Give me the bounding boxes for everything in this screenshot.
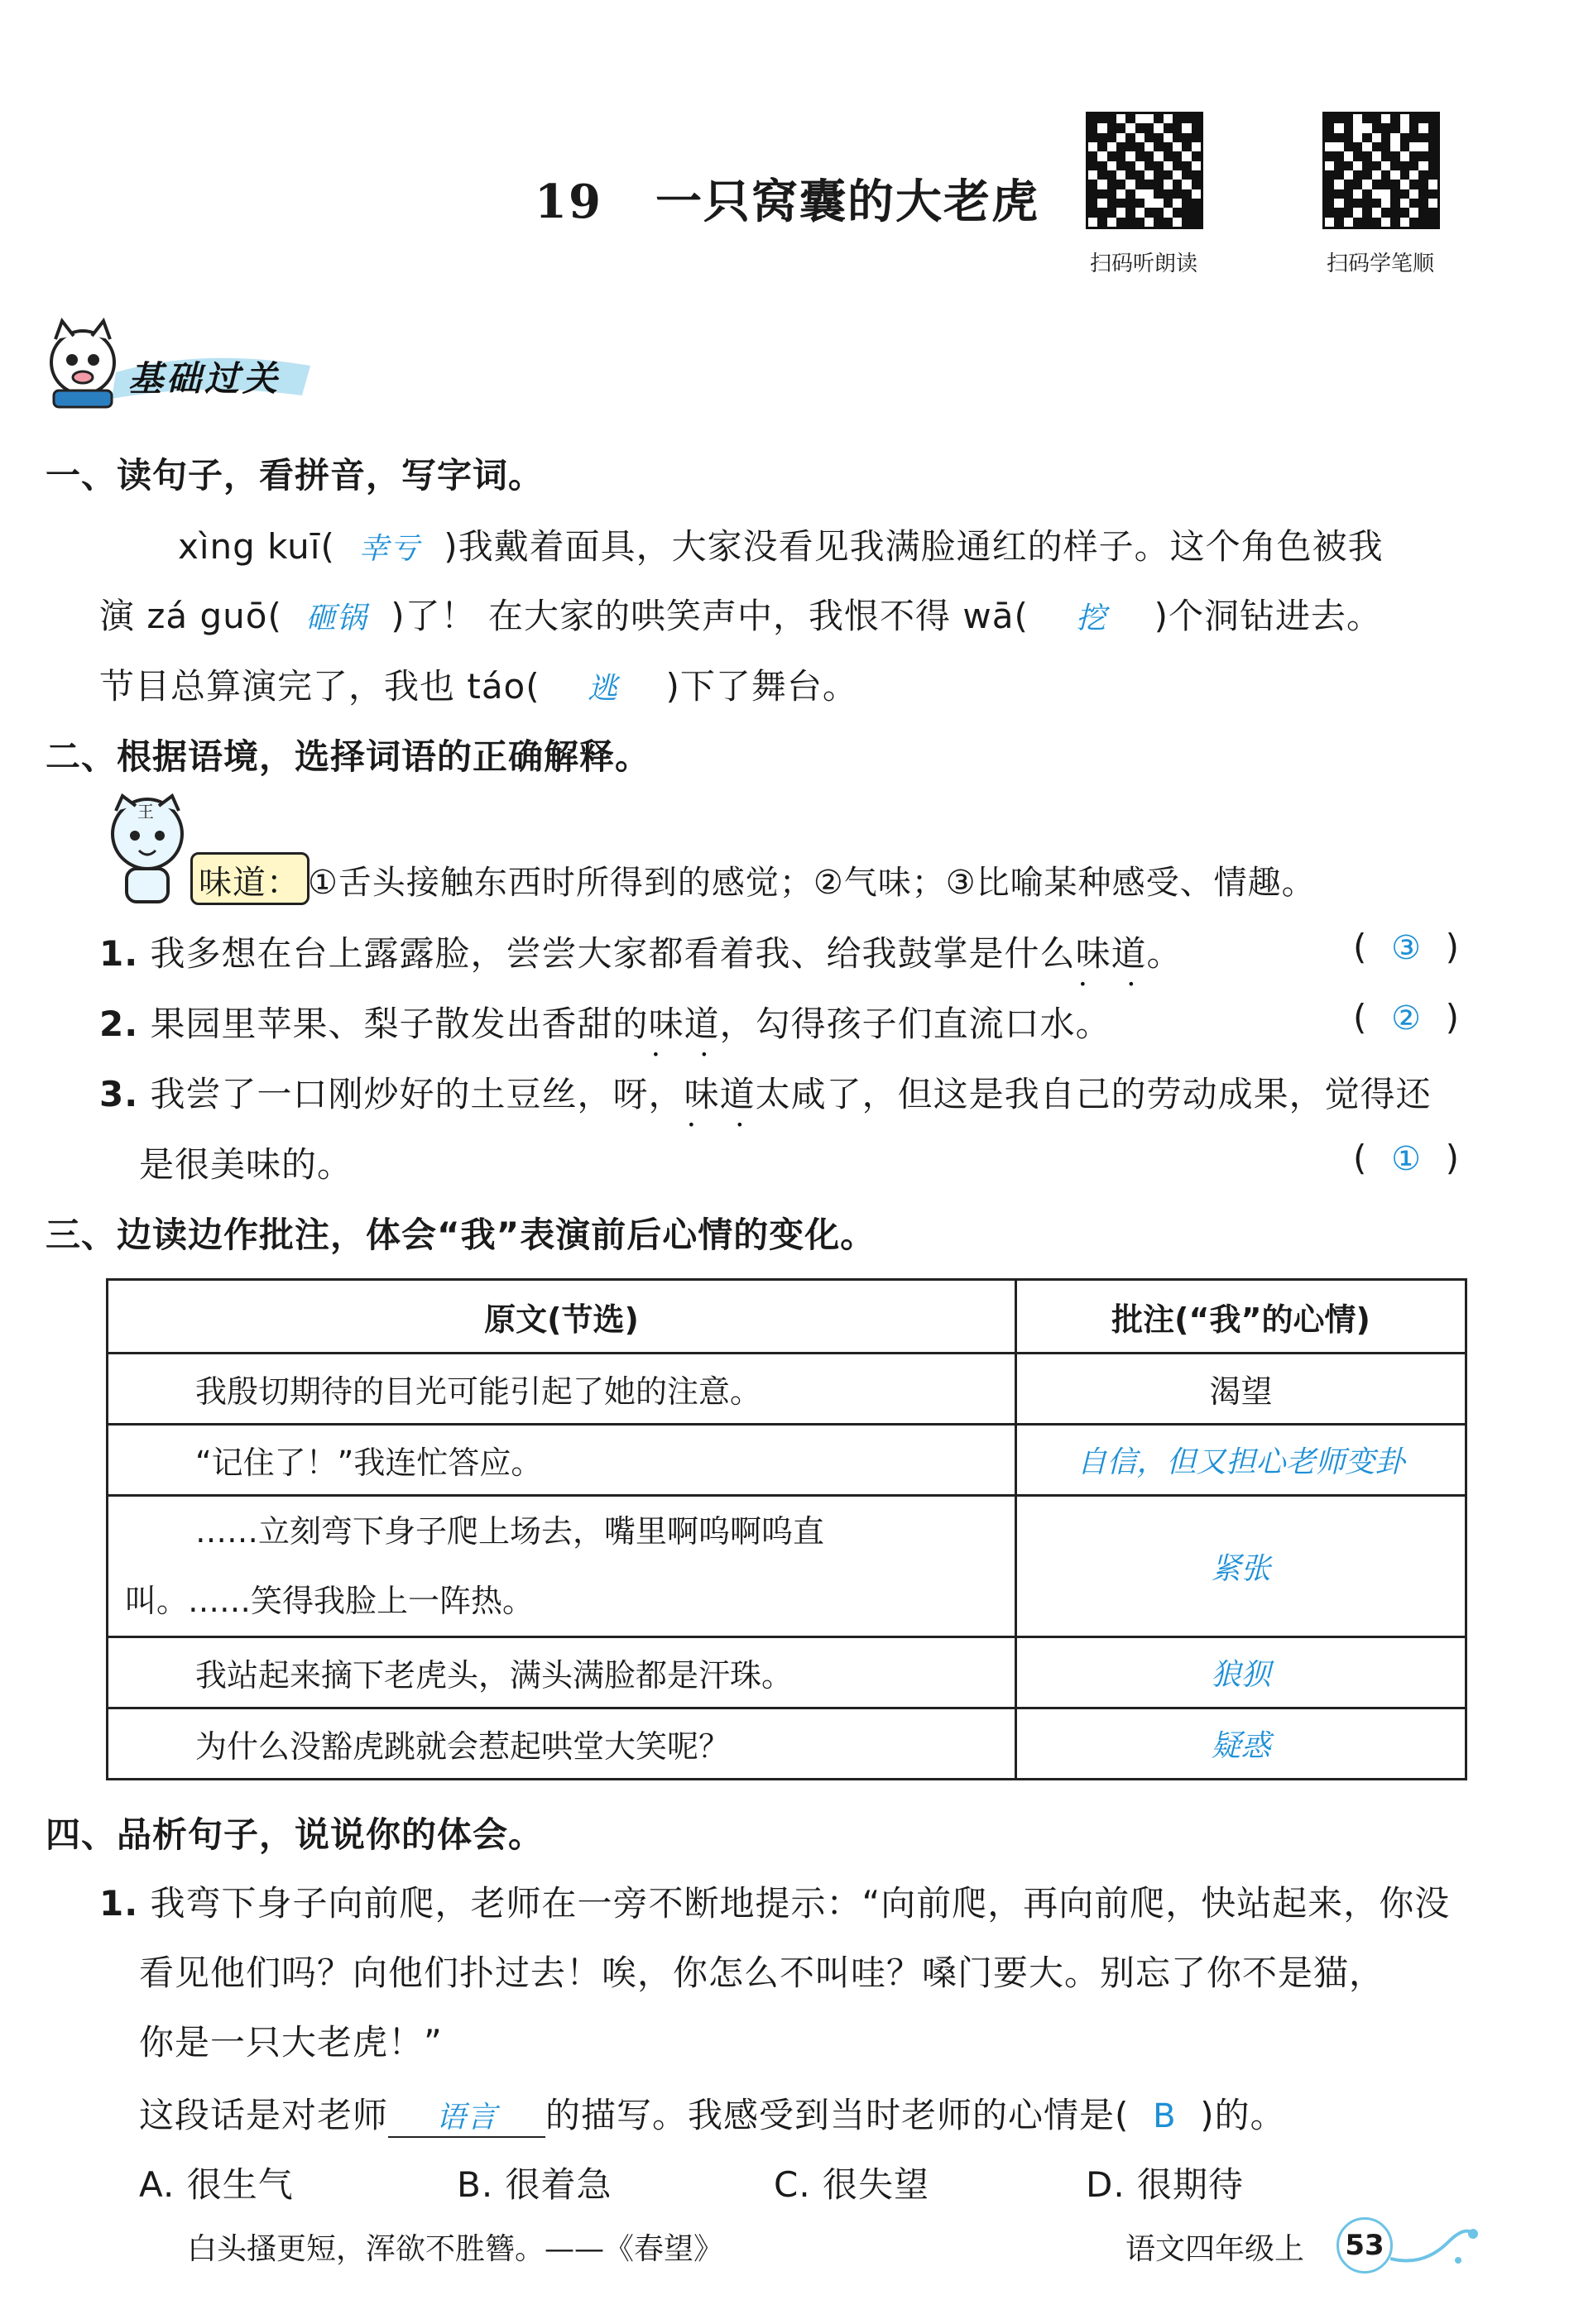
answer-choice: ③ — [1391, 929, 1422, 967]
row-note-answer: 自信，但又担心老师变卦 — [1016, 1425, 1466, 1496]
item-number: 2. — [99, 1004, 139, 1044]
row-note-answer: 紧张 — [1016, 1496, 1466, 1637]
q4-fill-line — [139, 2088, 1286, 2138]
sentence-text: 太咸了，但这是我自己的劳动成果，觉得还 — [755, 1074, 1432, 1114]
sentence-text: 节目总算演完了，我也 táo( — [99, 666, 540, 707]
row-text-line: 叫。……笑得我脸上一阵热。 — [125, 1583, 535, 1619]
q1-heading: 一、读句子，看拼音，写字词。 — [46, 455, 545, 496]
sentence-text: )个洞钻进去。 — [1154, 596, 1383, 636]
row-text: “记住了！”我连忙答应。 — [108, 1425, 1016, 1496]
sentence-text: 我尝了一口刚炒好的土豆丝，呀， — [150, 1074, 684, 1114]
row-note-answer: 疑惑 — [1016, 1708, 1466, 1780]
q2-item-1 — [99, 927, 1183, 976]
table-row — [108, 1496, 1466, 1637]
answer-wa: 挖 — [1076, 601, 1107, 635]
qr-icon — [1086, 112, 1203, 229]
item-number: 3. — [99, 1074, 139, 1114]
table-row — [108, 1354, 1466, 1425]
row-text: 我殷切期待的目光可能引起了她的注意。 — [108, 1354, 1016, 1425]
q2-item-2 — [99, 997, 1111, 1047]
sentence-text: 我多想在台上露露脸，尝尝大家都看着我、给我鼓掌是什么 — [150, 933, 1076, 974]
annotation-table — [106, 1278, 1467, 1780]
blank-answer — [388, 2094, 545, 2138]
sentence-text: 果园里苹果、梨子散发出香甜的 — [150, 1004, 649, 1044]
tiger-mascot-icon — [98, 793, 205, 917]
qr-code-listen[interactable] — [1086, 112, 1203, 229]
table-header-row — [108, 1280, 1466, 1354]
q2-answer-1: ( ③ ) — [1353, 927, 1461, 967]
sentence-text: )了！ 在大家的哄笑声中，我恨不得 wā( — [391, 596, 1029, 636]
sentence-text: 的描写。我感受到当时老师的心情是( — [545, 2095, 1130, 2135]
answer-choice: B — [1153, 2097, 1177, 2135]
answer-tao: 逃 — [588, 672, 619, 706]
q4-quote-line-2: 看见他们吗？向他们扑过去！唉，你怎么不叫哇？嗓门要大。别忘了你不是猫， — [139, 1953, 1385, 1993]
sentence-text: )下了舞台。 — [665, 666, 858, 707]
svg-text:王: 王 — [137, 802, 154, 822]
q3-heading: 三、边读边作批注，体会“我”表演前后心情的变化。 — [46, 1215, 876, 1255]
q1-line2 — [99, 589, 1382, 639]
marked-word: 味道 • • — [1076, 933, 1147, 974]
q4-option-a: A. 很生气 — [139, 2164, 294, 2205]
q2-item-3 — [99, 1067, 1432, 1117]
pinyin: xìng kuī( — [178, 526, 335, 567]
q4-quote-line-1 — [99, 1876, 1450, 1926]
q4-heading: 四、品析句子，说说你的体会。 — [46, 1814, 545, 1855]
lesson-number: 19 — [535, 175, 602, 229]
item-number: 1. — [99, 1883, 139, 1924]
quote-text: 我弯下身子向前爬，老师在一旁不断地提示：“向前爬，再向前爬，快站起来，你没 — [150, 1883, 1451, 1924]
qr-caption-listen: 扫码听朗读 — [1089, 252, 1197, 276]
qr-icon — [1322, 112, 1440, 229]
q4-option-b: B. 很着急 — [457, 2164, 612, 2205]
marked-word: 味道 • • — [649, 1004, 720, 1044]
sentence-text: 演 zá guō( — [99, 596, 282, 636]
table-row — [108, 1708, 1466, 1780]
qr-code-strokes[interactable] — [1322, 112, 1440, 229]
marked-word: 味道 • • — [684, 1074, 756, 1114]
answer-choice: ① — [1391, 1140, 1422, 1178]
row-text: 我站起来摘下老虎头，满头满脸都是汗珠。 — [108, 1637, 1016, 1708]
qr-caption-strokes: 扫码学笔顺 — [1326, 252, 1434, 276]
row-note-answer: 狼狈 — [1016, 1637, 1466, 1708]
q2-heading: 二、根据语境，选择词语的正确解释。 — [46, 736, 651, 777]
row-text: 为什么没豁虎跳就会惹起哄堂大笑呢？ — [108, 1708, 1016, 1780]
row-text-multiline — [108, 1496, 1016, 1637]
footer-quote: 白头搔更短，浑欲不胜簪。——《春望》 — [186, 2232, 723, 2266]
table-row — [108, 1637, 1466, 1708]
row-note: 渴望 — [1016, 1354, 1466, 1425]
q2-item-3-cont: 是很美味的。 — [139, 1144, 353, 1185]
hint-definitions: ①舌头接触东西时所得到的感觉；②气味；③比喻某种感受、情趣。 — [308, 864, 1316, 902]
item-number: 1. — [99, 933, 139, 974]
q4-option-d: D. 很期待 — [1086, 2164, 1245, 2205]
sentence-text: )的。 — [1200, 2095, 1286, 2135]
q2-answer-3: ( ① ) — [1353, 1138, 1461, 1178]
q1-line1 — [178, 520, 1384, 569]
column-header-text: 原文(节选) — [108, 1280, 1016, 1354]
footer-book-title: 语文四年级上 — [1125, 2232, 1305, 2266]
section-banner-label: 基础过关 — [128, 358, 281, 399]
decorative-swirl-icon — [1390, 2209, 1481, 2283]
q1-line3 — [99, 659, 858, 709]
q2-answer-2: ( ② ) — [1353, 997, 1461, 1037]
sentence-text: 。 — [1146, 933, 1183, 974]
table-row — [108, 1425, 1466, 1496]
answer-choice: ② — [1391, 999, 1422, 1037]
row-text-line: ……立刻弯下身子爬上场去，嘴里啊呜啊呜直 — [195, 1513, 825, 1550]
q4-option-c: C. 很失望 — [774, 2164, 930, 2205]
column-header-note: 批注(“我”的心情) — [1016, 1280, 1466, 1354]
sentence-text: 这段话是对老师 — [139, 2095, 389, 2135]
sentence-text: )我戴着面具，大家没看见我满脸通红的样子。这个角色被我 — [444, 526, 1384, 567]
q4-quote-line-3: 你是一只大老虎！” — [139, 2022, 443, 2063]
page-number: 53 — [1336, 2217, 1393, 2274]
lesson-name: 一只窝囊的大老虎 — [655, 175, 1039, 229]
hint-word: 味道： — [199, 864, 300, 902]
sentence-text: ，勾得孩子们直流口水。 — [719, 1004, 1111, 1044]
answer-zaguo: 砸锅 — [305, 601, 367, 635]
answer-word: 语言 — [436, 2101, 498, 2135]
answer-xingkui: 幸亏 — [358, 532, 420, 566]
